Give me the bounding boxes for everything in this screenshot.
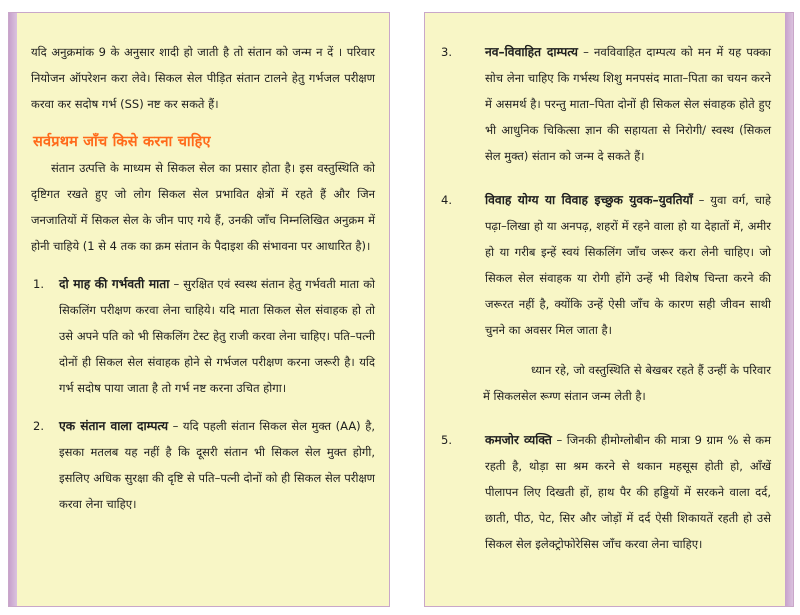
note-paragraph — [483, 357, 771, 409]
item-text: – जिनकी हीमोग्लोबीन की मात्रा 9 ग्राम % से कम रहती है, थोड़ा सा श्रम करने से थकान महसूस होती हो, आँखें पीलापन लिए दिखती हों, हाथ पैर की हड्डियों में सरकने वाला दर्द, छाती, पीठ, पेट, सिर और जोड़ों में दर्द ऐसी शिकायतें रहती हो उसे सिकल सेल इलेक्ट्रोफोरेसिस जाँच करवा लेना चाहिए। — [485, 433, 771, 551]
item-term: एक संतान वाला दाम्पत्य — [59, 419, 169, 433]
right-page-content — [437, 39, 771, 557]
item-body — [59, 271, 375, 401]
item-term: विवाह योग्य या विवाह इच्छुक युवक–युवतियाँ — [485, 193, 693, 207]
left-page — [8, 12, 390, 607]
item-text: – युवा वर्ग, चाहे पढ़ा–लिखा हो या अनपढ़, शहरों में रहने वाला हो या देहातों में, अमीर हो या गरीब इन्हें स्वयं सिकलिंग जाँच जरूर करा लेनी चाहिए। जो सिकल सेल संवाहक या रोगी होंगे उन्हें भी विशेष चिन्ता करने की जरूरत नहीं है, क्योंकि उन्हें ऐसी जाँच के कारण सही जीवन साथी चुनने का अवसर मिल जाता है। — [485, 193, 771, 337]
section-paragraph: संतान उत्पत्ति के माध्यम से सिकल सेल का प्रसार होता है। इस वस्तुस्थिति को दृष्टिगत रखते हुए जो लोग सिकल सेल प्रभावित क्षेत्रों में रहते हैं और जिन जनजातियों में सिकल सेल के जीन पाए गये हैं, उनकी जाँच निम्नलिखित अनुक्रम में होनी चाहिये (1 से 4 तक का क्रम संतान के पैदाइश की संभावना पर आधारित है)। — [31, 161, 375, 253]
note-text: ध्यान रहे, जो वस्तुस्थिति से बेखबर रहते हैं उन्हीं के परिवार में सिकलसेल रूग्ण संतान जन्म लेती है। — [483, 363, 771, 403]
item-body — [485, 39, 771, 169]
list-item-1 — [31, 271, 375, 401]
item-text: – सुरक्षित एवं स्वस्थ संतान हेतु गर्भवती माता को सिकलिंग परीक्षण करवा लेना चाहिये। यदि माता सिकल सेल संवाहक हो तो उसे अपने पति को भी सिकलिंग टेस्ट हेतु राजी करवा लेना चाहिए। पति–पत्नी दोनों ही सिकल सेल संवाहक होने से गर्भजल परीक्षण करना जरूरी है। यदि गर्भ सदोष पाया जाता है तो गर्भ नष्ट करना उचित होगा। — [59, 277, 376, 395]
list-item-4 — [437, 187, 771, 343]
left-page-margin-stripe — [9, 13, 17, 606]
list-item-5 — [437, 427, 771, 557]
item-number: 2. — [33, 419, 44, 433]
item-body — [485, 427, 771, 557]
item-body — [485, 187, 771, 343]
item-text: – यदि पहली संतान सिकल सेल मुक्त (AA) है, इसका मतलब यह नहीं है कि दूसरी संतान भी सिकल सेल मुक्त होगी, इसलिए अधिक सुरक्षा की दृष्टि से पति–पत्नी दोनों को ही सिकल सेल परीक्षण करवा लेना चाहिए। — [59, 419, 375, 511]
item-term: कमजोर व्यक्ति — [485, 433, 552, 447]
item-term: नव–विवाहित दाम्पत्य — [485, 45, 578, 59]
item-body — [59, 413, 375, 517]
section-heading: सर्वप्रथम जाँच किसे करना चाहिए — [33, 134, 211, 150]
item-number: 3. — [441, 45, 452, 59]
right-page — [424, 12, 794, 607]
item-text: – नवविवाहित दाम्पत्य को मन में यह पक्का सोच लेना चाहिए कि गर्भस्थ शिशु मनपसंद माता–पिता का चयन करने में असमर्थ है। परन्तु माता–पिता दोनों ही सिकल सेल संवाहक होते हुए भी आधुनिक चिकित्सा ज्ञान की सहायता से निरोगी/ स्वस्थ (सिकल सेल मुक्त) संतान को जन्म दे सकते हैं। — [485, 45, 772, 163]
item-number: 4. — [441, 193, 452, 207]
item-number: 5. — [441, 433, 452, 447]
right-page-margin-stripe — [785, 13, 793, 606]
list-item-3 — [437, 39, 771, 169]
item-term: दो माह की गर्भवती माता — [59, 277, 170, 291]
left-page-content — [31, 39, 375, 517]
intro-paragraph: यदि अनुक्रमांक 9 के अनुसार शादी हो जाती है तो संतान को जन्म न दें । परिवार नियोजन ऑपरेशन करा लेवे। सिकल सेल पीड़ित संतान टालने हेतु गर्भजल परीक्षण करवा कर सदोष गर्भ (SS) नष्ट कर सकते हैं। — [31, 45, 375, 111]
list-item-2 — [31, 413, 375, 517]
item-number: 1. — [33, 277, 44, 291]
